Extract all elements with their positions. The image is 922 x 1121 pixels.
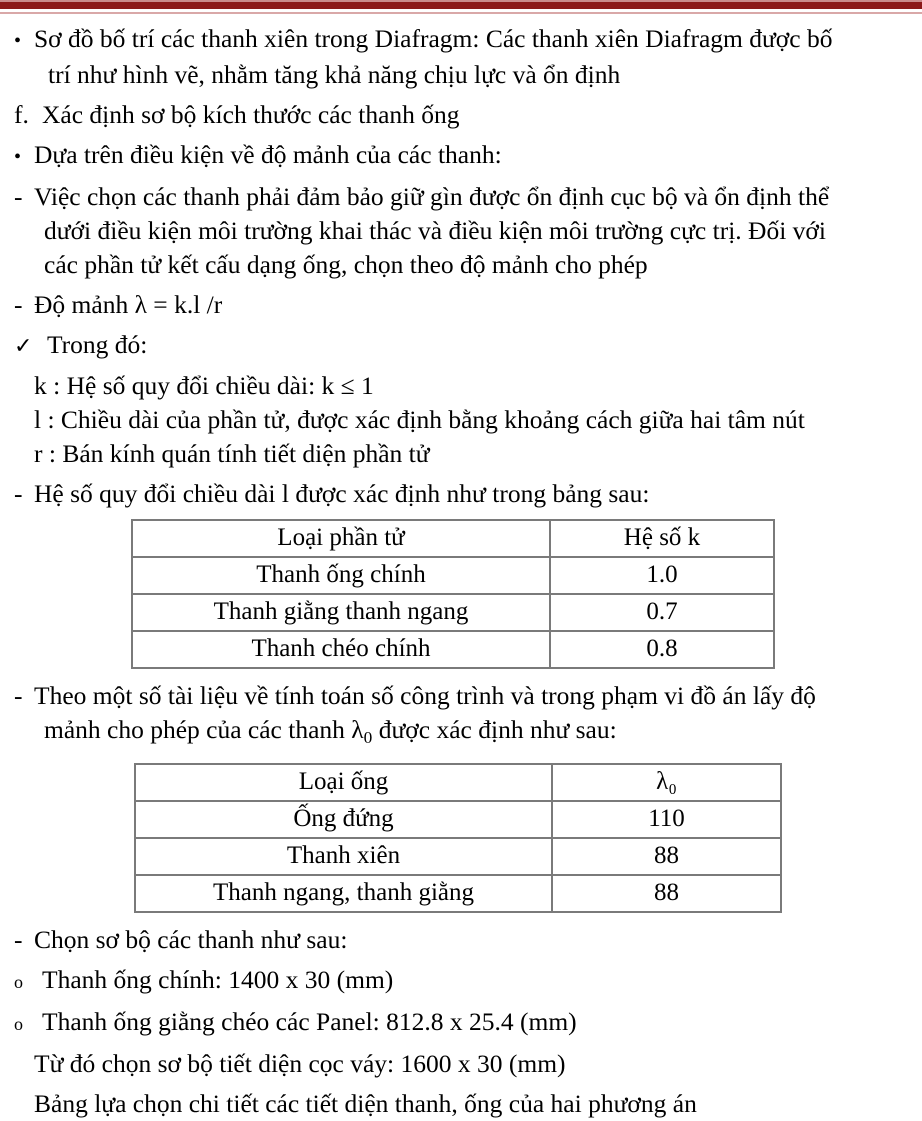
list-item-table1-intro <box>0 477 922 511</box>
column-header: Loại ống <box>135 764 552 801</box>
definition-l <box>0 403 922 437</box>
definition-text: r : Bán kính quán tính tiết diện phần tử <box>34 439 430 468</box>
list-item-brace-pipe <box>0 1005 922 1041</box>
section-heading-f <box>0 98 922 132</box>
coefficient-table <box>131 519 775 669</box>
table-cell: Thanh chéo chính <box>132 631 550 668</box>
list-item-main-pipe <box>0 963 922 999</box>
lambda-symbol: λ <box>351 715 364 744</box>
list-item <box>0 180 922 214</box>
table-cell: 0.8 <box>550 631 774 668</box>
paragraph-selection-table <box>0 1087 922 1121</box>
list-item <box>0 138 922 174</box>
table-cell: Thanh giằng thanh ngang <box>132 594 550 631</box>
table-row <box>132 631 774 668</box>
definition-r <box>0 437 922 471</box>
list-marker-alpha: f. <box>14 100 29 129</box>
table-row <box>132 594 774 631</box>
bullet-icon: • <box>14 146 22 168</box>
paragraph-text: Sơ đồ bố trí các thanh xiên trong Diafragm: Các thanh xiên Diafragm được bố <box>34 24 833 53</box>
paragraph-text: các phần tử kết cấu dạng ống, chọn theo độ mảnh cho phép <box>44 250 648 279</box>
header-bar-main <box>0 2 922 9</box>
section-heading-text: Xác định sơ bộ kích thước các thanh ống <box>42 100 460 129</box>
paragraph-text: Chọn sơ bộ các thanh như sau: <box>34 924 348 954</box>
paragraph-text: Thanh ống giằng chéo các Panel: 812.8 x 25.4 (mm) <box>42 1006 577 1036</box>
circle-marker-icon: o <box>14 971 23 992</box>
table-row <box>135 875 781 912</box>
list-item-choose <box>0 923 922 957</box>
table-cell: 110 <box>552 801 781 838</box>
bullet-icon: • <box>14 30 22 52</box>
slide-header-bar <box>0 0 922 14</box>
dash-marker: - <box>14 182 23 211</box>
document-body <box>0 14 922 1121</box>
slenderness-table <box>134 763 782 913</box>
column-header: λ₀ <box>552 764 781 801</box>
paragraph-text: Việc chọn các thanh phải đảm bảo giữ gìn được ổn định cục bộ và ổn định thể <box>34 182 830 211</box>
paragraph-text: Hệ số quy đổi chiều dài l được xác định như trong bảng sau: <box>34 479 650 508</box>
paragraph-continuation <box>0 58 922 92</box>
list-item-table2-intro <box>0 679 922 713</box>
paragraph-text: mảnh cho phép của các thanh <box>44 715 352 744</box>
lambda-subscript: 0 <box>363 727 373 747</box>
dash-marker: - <box>14 479 23 508</box>
table-cell: Thanh ngang, thanh giằng <box>135 875 552 912</box>
list-item-where <box>0 328 922 363</box>
paragraph-text: được xác định như sau: <box>372 715 617 744</box>
paragraph-continuation <box>0 248 922 282</box>
definition-text: l : Chiều dài của phần tử, được xác định bằng khoảng cách giữa hai tâm nút <box>34 405 805 434</box>
definition-k <box>0 369 922 403</box>
definition-text: k : Hệ số quy đổi chiều dài: k ≤ 1 <box>34 371 374 400</box>
table-cell: 88 <box>552 875 781 912</box>
paragraph-text: Thanh ống chính: 1400 x 30 (mm) <box>42 964 394 994</box>
table-cell: 1.0 <box>550 557 774 594</box>
paragraph-text: dưới điều kiện môi trường khai thác và điều kiện môi trường cực trị. Đối với <box>44 216 826 245</box>
paragraph-text: Bảng lựa chọn chi tiết các tiết diện thanh, ống của hai phương án <box>34 1088 697 1118</box>
paragraph-text: Từ đó chọn sơ bộ tiết diện cọc váy: 1600 x 30 (mm) <box>34 1048 566 1078</box>
table-cell: Thanh ống chính <box>132 557 550 594</box>
paragraph-pile <box>0 1047 922 1081</box>
paragraph-continuation <box>0 214 922 248</box>
paragraph-text: trí như hình vẽ, nhằm tăng khả năng chịu lực và ổn định <box>48 60 621 89</box>
column-header: Loại phần tử <box>132 520 550 557</box>
table-row <box>135 801 781 838</box>
paragraph-text: Theo một số tài liệu về tính toán số công trình và trong phạm vi đồ án lấy độ <box>34 681 816 710</box>
table-cell: 0.7 <box>550 594 774 631</box>
table-cell: Thanh xiên <box>135 838 552 875</box>
paragraph-text: Trong đó: <box>47 330 148 359</box>
dash-marker: - <box>14 290 23 319</box>
table-header-row <box>135 764 781 801</box>
paragraph-text: Dựa trên điều kiện về độ mảnh của các thanh: <box>34 140 502 169</box>
list-item <box>0 22 922 58</box>
table-cell: 88 <box>552 838 781 875</box>
circle-marker-icon: o <box>14 1013 23 1034</box>
dash-marker: - <box>14 924 23 954</box>
formula-text: Độ mảnh λ = k.l /r <box>34 290 223 319</box>
check-icon: ✓ <box>14 333 33 358</box>
table-row <box>132 557 774 594</box>
dash-marker: - <box>14 681 23 710</box>
table-cell: Ống đứng <box>135 801 552 838</box>
list-item-formula <box>0 288 922 322</box>
table-header-row <box>132 520 774 557</box>
column-header: Hệ số k <box>550 520 774 557</box>
table-row <box>135 838 781 875</box>
paragraph-continuation <box>0 713 922 755</box>
